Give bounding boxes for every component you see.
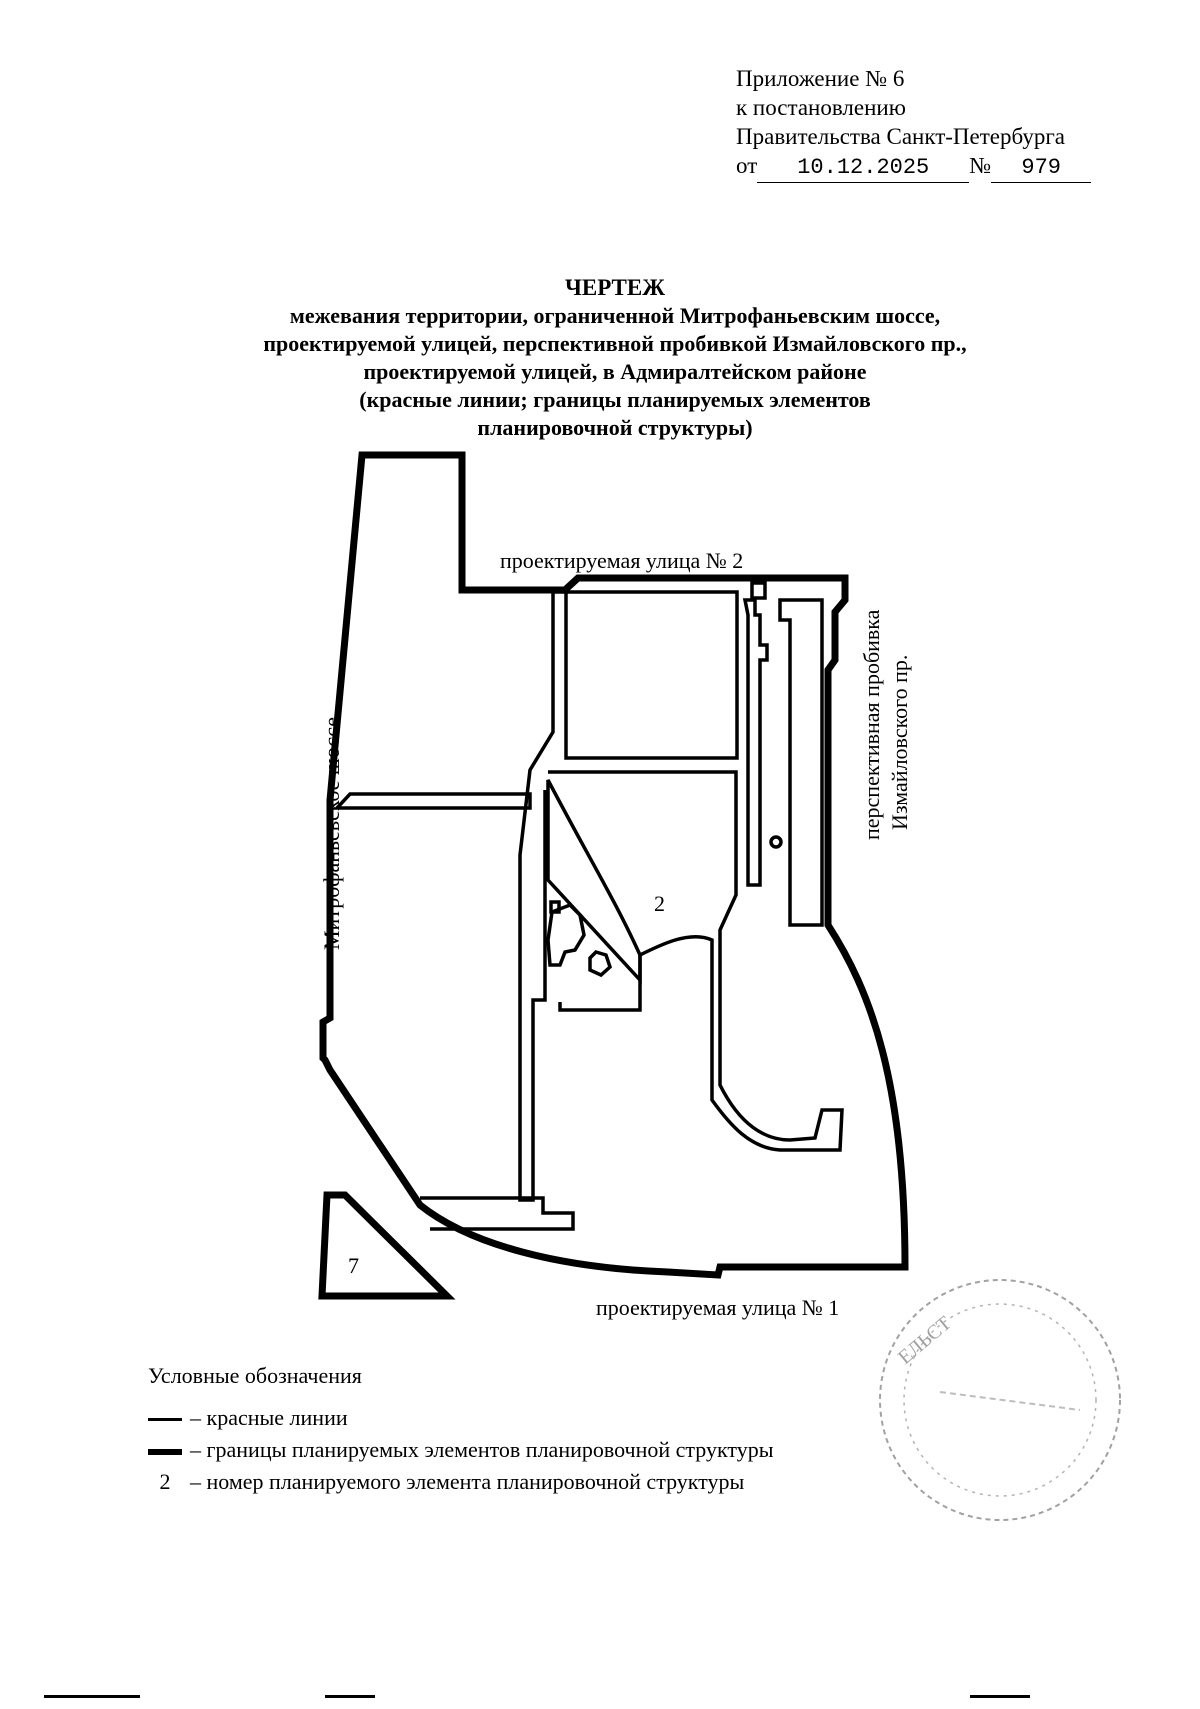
street-label-left: Митрофаньевское шоссе xyxy=(319,717,344,950)
title-line-1: межевания территории, ограниченной Митрофаньевским шоссе, xyxy=(289,303,941,328)
title-line-5: планировочной структуры) xyxy=(477,415,753,440)
red-line-strip-left xyxy=(745,600,767,885)
title-line-2: проектируемой улицей, перспективной пробивкой Измайловского пр., xyxy=(263,331,967,356)
number-prefix: № xyxy=(969,153,992,178)
legend xyxy=(148,1360,774,1498)
government-name: Правительства Санкт-Петербурга xyxy=(736,124,1065,149)
red-line-small-top xyxy=(752,583,765,598)
street-label-right-1: перспективная пробивка xyxy=(859,609,884,840)
red-line-mitrofanevskoe-corridor xyxy=(337,794,530,808)
legend-label-boundaries: – границы планируемых элементов планировочной структуры xyxy=(190,1437,774,1462)
element-number-7: 7 xyxy=(348,1253,359,1278)
outer-boundary xyxy=(323,455,905,1275)
legend-item-red-lines xyxy=(148,1402,774,1434)
title-line-4: (красные линии; границы планируемых элементов xyxy=(359,387,871,412)
legend-item-boundaries xyxy=(148,1434,774,1466)
date-prefix: от xyxy=(736,153,758,178)
red-lines xyxy=(337,583,842,1229)
legend-number-symbol: 2 xyxy=(159,1469,171,1494)
appendix-number: Приложение № 6 xyxy=(736,66,905,91)
red-line-strip-right xyxy=(780,600,822,925)
red-line-building xyxy=(548,905,584,965)
thick-line-symbol xyxy=(148,1449,182,1455)
red-line-small-square xyxy=(551,902,559,912)
resolution-number: 979 xyxy=(991,153,1091,183)
drawing-heading: ЧЕРТЕЖ xyxy=(565,275,665,300)
legend-label-red-lines: – красные линии xyxy=(190,1405,348,1430)
red-line-pentagon xyxy=(590,952,610,975)
legend-heading: Условные обозначения xyxy=(148,1363,362,1388)
scan-mark xyxy=(44,1695,140,1698)
thin-line-symbol xyxy=(148,1418,182,1421)
official-stamp xyxy=(880,1280,1120,1520)
title-line-3: проектируемой улицей, в Адмиралтейском районе xyxy=(363,359,867,384)
red-line-ring xyxy=(771,837,781,847)
street-label-top: проектируемая улица № 2 xyxy=(500,548,744,573)
scan-mark xyxy=(325,1695,375,1698)
svg-text:ЕЛЬСТ: ЕЛЬСТ xyxy=(894,1312,956,1369)
resolution-ref: к постановлению xyxy=(736,95,906,120)
scan-mark xyxy=(970,1695,1030,1698)
street-label-bottom: проектируемая улица № 1 xyxy=(596,1295,840,1320)
red-line-block-north xyxy=(566,592,737,758)
element-number-2: 2 xyxy=(654,891,665,916)
red-line-inner-triangle xyxy=(548,780,640,980)
resolution-date: 10.12.2025 xyxy=(757,153,969,183)
red-line-block-2 xyxy=(548,772,842,1150)
legend-label-number: – номер планируемого элемента планировочной структуры xyxy=(190,1469,745,1494)
legend-item-number xyxy=(148,1466,774,1498)
street-label-right-2: Измайловского пр. xyxy=(887,654,912,830)
